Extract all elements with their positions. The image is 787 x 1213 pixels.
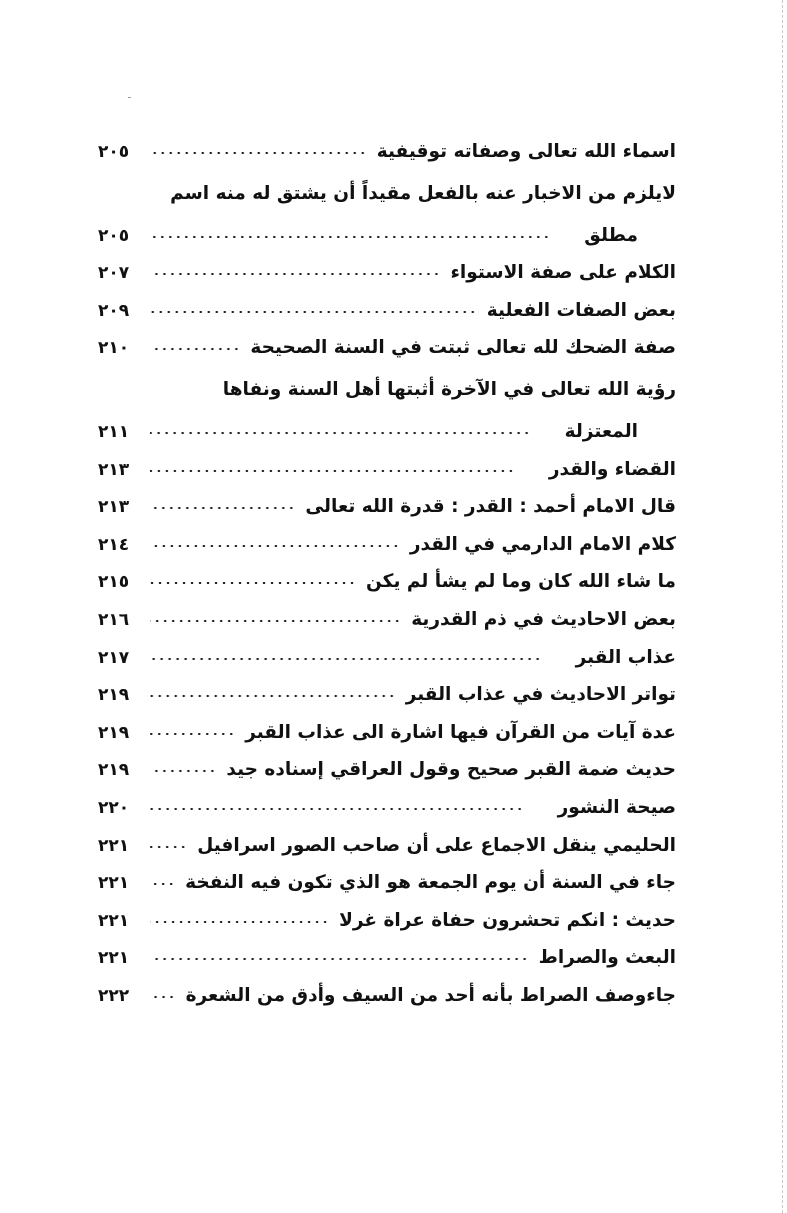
dot-leader (150, 733, 235, 735)
toc-entry-title: عذاب القبر (575, 646, 676, 668)
toc-entry-title: صيحة النشور (557, 796, 676, 818)
dot-leader (150, 545, 400, 547)
toc-entry-page: ٢٢١ (98, 948, 130, 969)
dot-leader (150, 883, 175, 885)
toc-entry (98, 939, 676, 977)
scan-edge-line (782, 0, 784, 1213)
toc-entry-page: ٢٠٥ (98, 142, 130, 162)
toc-entry-title: عدة آيات من القرآن فيها اشارة الى عذاب القبر (245, 721, 676, 743)
toc-entry-title: كلام الامام الدارمي في القدر (409, 533, 676, 555)
toc-entry-page: ٢٠٧ (98, 263, 130, 284)
toc-entry (98, 292, 676, 330)
toc-entry-title: بعض الصفات الفعلية (486, 299, 676, 321)
toc-entry-title: رؤية الله تعالى في الآخرة أثبتها أهل السنة ونفاها (222, 378, 676, 400)
toc-entry-title: بعض الاحاديث في ذم القدرية (411, 608, 676, 630)
toc-entry-title: قال الامام أحمد : القدر : قدرة الله تعالى (305, 496, 676, 518)
toc-entry-page: ٢١٥ (98, 572, 130, 593)
toc-entry (98, 329, 676, 367)
toc-entry (98, 171, 676, 217)
dot-leader (150, 273, 440, 275)
dot-leader (150, 152, 367, 154)
toc-entry (98, 488, 676, 526)
toc-entry (98, 789, 676, 827)
toc-entry-title: البعث والصراط (538, 947, 676, 969)
toc-entry-page: ٢١٤ (98, 534, 130, 555)
toc-entry (98, 563, 676, 601)
toc-entry-page: ٢١١ (98, 421, 130, 442)
toc-entry (98, 902, 676, 940)
toc-entry-title: جاءوصف الصراط بأنه أحد من السيف وأدق من الشعرة (185, 984, 676, 1006)
toc-entry (98, 217, 676, 255)
dot-leader (150, 432, 531, 434)
dot-leader (150, 996, 176, 998)
toc-entry-page: ٢١٣ (98, 459, 130, 480)
toc-entry (98, 601, 676, 639)
toc-entry-title: الكلام على صفة الاستواء (450, 262, 676, 284)
toc-entry (98, 676, 676, 714)
toc-entry (98, 413, 676, 451)
scan-speck (128, 97, 131, 98)
dot-leader (150, 808, 524, 810)
toc-entry (98, 714, 676, 752)
dot-leader (150, 311, 477, 313)
toc-entry (98, 977, 676, 1015)
toc-entry-page: ٢٢٠ (98, 797, 130, 818)
dot-leader (150, 921, 329, 923)
dot-leader (150, 620, 401, 622)
toc-entry (98, 751, 676, 789)
toc-entry-title: مطلق (584, 224, 638, 246)
toc-entry-title: المعتزلة (564, 420, 638, 442)
toc-entry-title: حديث ضمة القبر صحيح وقول العراقي إسناده جيد (226, 759, 676, 781)
toc-entry-title: ما شاء الله كان وما لم يشأ لم يكن (366, 571, 676, 593)
toc-entry (98, 827, 676, 865)
toc-entry-page: ٢١٣ (98, 497, 130, 518)
toc-entry-title: صفة الضحك لله تعالى ثبتت في السنة الصحيحة (250, 337, 676, 359)
toc-entry-page: ٢٢١ (98, 873, 130, 894)
toc-entry (98, 254, 676, 292)
toc-entry-page: ٢١٦ (98, 609, 130, 630)
toc-entry (98, 133, 676, 171)
toc-entry-title: الحليمي ينقل الاجماع على أن صاحب الصور اسرافيل (197, 834, 676, 856)
toc-entry-page: ٢٢٢ (98, 985, 130, 1006)
table-of-contents (98, 133, 676, 1014)
dot-leader (150, 348, 240, 350)
toc-entry-page: ٢٠٥ (98, 225, 130, 246)
toc-entry-page: ٢١٩ (98, 760, 130, 781)
dot-leader (150, 470, 515, 472)
dot-leader (150, 658, 542, 660)
toc-entry-page: ٢١٩ (98, 722, 130, 743)
toc-entry-title: جاء في السنة أن يوم الجمعة هو الذي تكون فيه النفخة (185, 872, 676, 894)
toc-entry-title: حديث : انكم تحشرون حفاة عراة غرلا (339, 909, 676, 931)
toc-entry-page: ٢١٩ (98, 685, 130, 706)
toc-entry-title: لايلزم من الاخبار عنه بالفعل مقيداً أن يشتق له منه اسم (170, 182, 676, 204)
toc-entry-page: ٢٠٩ (98, 300, 130, 321)
toc-entry-title: اسماء الله تعالى وصفاته توقيفية (376, 141, 676, 162)
dot-leader (150, 958, 529, 960)
dot-leader (150, 236, 550, 238)
toc-entry-title: تواتر الاحاديث في عذاب القبر (405, 684, 676, 706)
toc-entry-page: ٢١٧ (98, 647, 130, 668)
dot-leader (150, 770, 216, 772)
toc-entry-page: ٢٢١ (98, 910, 130, 931)
toc-entry (98, 639, 676, 677)
toc-entry (98, 367, 676, 413)
dot-leader (150, 846, 187, 848)
toc-entry-page: ٢١٠ (98, 338, 130, 359)
toc-entry (98, 526, 676, 564)
dot-leader (150, 507, 295, 509)
toc-entry (98, 864, 676, 902)
toc-entry-title: القضاء والقدر (548, 458, 676, 480)
dot-leader (150, 582, 356, 584)
toc-entry (98, 451, 676, 489)
dot-leader (150, 695, 396, 697)
toc-entry-page: ٢٢١ (98, 835, 130, 856)
